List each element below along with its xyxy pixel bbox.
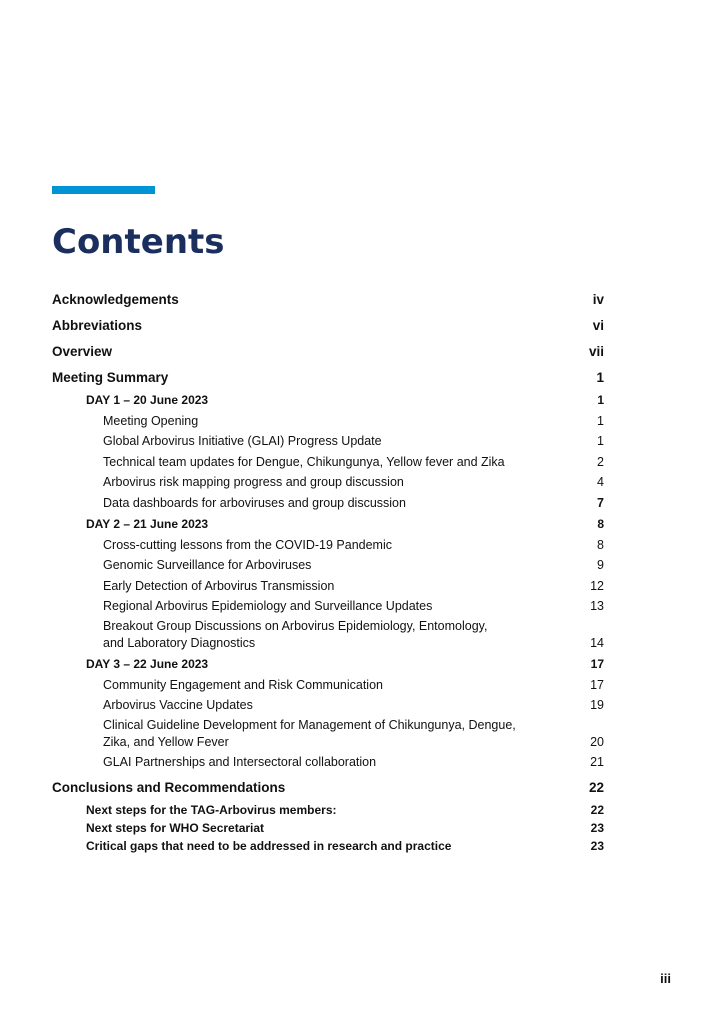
toc-entry-page: 8: [597, 538, 604, 552]
toc-entry-meeting-summary[interactable]: [52, 369, 604, 387]
toc-entry-label: Global Arbovirus Initiative (GLAI) Progress Update: [103, 434, 382, 448]
toc-entry-next-steps-who[interactable]: [52, 820, 604, 837]
toc-entry-page: 20: [590, 735, 604, 749]
toc-entry-page: vi: [592, 318, 604, 333]
toc-entry-label: Overview: [52, 344, 113, 359]
toc-entry-label: Arbovirus risk mapping progress and group discussion: [103, 475, 404, 489]
toc-entry-regional-updates[interactable]: [52, 598, 604, 615]
toc-entry-critical-gaps[interactable]: [52, 838, 604, 855]
toc-entry-page: 23: [590, 821, 604, 835]
toc-entry-genomic-surveillance[interactable]: [52, 557, 604, 574]
toc-entry-label: Technical team updates for Dengue, Chikungunya, Yellow fever and Zika: [103, 455, 505, 469]
page-title: Contents: [52, 222, 225, 262]
toc-entry-page: 1: [597, 434, 604, 448]
toc-entry-community-engagement[interactable]: [52, 677, 604, 694]
toc-entry-breakout-groups[interactable]: [52, 618, 604, 652]
toc-entry-label: GLAI Partnerships and Intersectoral collaboration: [103, 755, 377, 769]
toc-entry-glai-partnerships[interactable]: [52, 754, 604, 771]
toc-entry-glai-progress[interactable]: [52, 433, 604, 450]
toc-entry-label: Regional Arbovirus Epidemiology and Surveillance Updates: [103, 599, 433, 613]
page-number: iii: [660, 971, 671, 986]
toc-entry-page: iv: [592, 292, 604, 307]
title-accent-bar: [52, 186, 155, 194]
toc-entry-label: Cross-cutting lessons from the COVID-19 Pandemic: [103, 538, 392, 552]
toc-entry-label: Next steps for WHO Secretariat: [86, 821, 265, 835]
toc-entry-page: 2: [597, 455, 604, 469]
toc-entry-page: 8: [597, 517, 604, 531]
toc-entry-meeting-opening[interactable]: [52, 413, 604, 430]
toc-entry-vaccine-updates[interactable]: [52, 697, 604, 714]
toc-entry-label: Abbreviations: [52, 318, 143, 333]
toc-entry-page: 23: [590, 839, 604, 853]
toc-entry-conclusions[interactable]: [52, 779, 604, 797]
toc-entry-overview[interactable]: [52, 343, 604, 361]
toc-entry-page: 4: [597, 475, 604, 489]
toc-entry-next-steps-tag[interactable]: [52, 802, 604, 819]
toc-entry-page: 1: [597, 393, 604, 407]
toc-entry-covid-lessons[interactable]: [52, 537, 604, 554]
toc-entry-day2[interactable]: [52, 516, 604, 533]
toc-entry-label: Next steps for the TAG-Arbovirus members:: [86, 803, 337, 817]
toc-entry-label: DAY 2 – 21 June 2023: [86, 517, 209, 531]
toc-entry-label: Meeting Opening: [103, 414, 199, 428]
toc-entry-technical-team-updates[interactable]: [52, 454, 604, 471]
toc-entry-page: vii: [588, 344, 604, 359]
toc-entry-label: Acknowledgements: [52, 292, 179, 307]
toc-entry-clinical-guideline[interactable]: [52, 717, 604, 751]
toc-entry-risk-mapping[interactable]: [52, 474, 604, 491]
toc-entry-page: 17: [590, 657, 604, 671]
toc-entry-day3[interactable]: [52, 656, 604, 673]
toc-entry-label: Early Detection of Arbovirus Transmission: [103, 579, 335, 593]
toc-entry-page: 1: [596, 370, 604, 385]
toc-entry-label: Meeting Summary: [52, 370, 169, 385]
toc-entry-label: Conclusions and Recommendations: [52, 780, 286, 795]
toc-entry-label-continued: and Laboratory Diagnostics: [103, 636, 256, 650]
toc-entry-label: Breakout Group Discussions on Arbovirus Epidemiology, Entomology,: [103, 619, 488, 633]
toc-entry-label: Clinical Guideline Development for Management of Chikungunya, Dengue,: [103, 718, 516, 732]
toc-entry-page: 14: [590, 636, 604, 650]
toc-entry-page: 12: [590, 579, 604, 593]
toc-entry-page: 7: [597, 496, 604, 510]
toc-entry-label-continued: Zika, and Yellow Fever: [103, 735, 229, 749]
toc-entry-page: 1: [597, 414, 604, 428]
toc-entry-label: DAY 1 – 20 June 2023: [86, 393, 209, 407]
toc-entry-label: Arbovirus Vaccine Updates: [103, 698, 253, 712]
toc-entry-abbreviations[interactable]: [52, 317, 604, 335]
toc-entry-page: 22: [590, 803, 604, 817]
toc-entry-label: Genomic Surveillance for Arboviruses: [103, 558, 312, 572]
toc-entry-page: 17: [590, 678, 604, 692]
toc-entry-acknowledgements[interactable]: [52, 291, 604, 309]
toc-entry-label: Community Engagement and Risk Communication: [103, 678, 383, 692]
toc-entry-data-dashboards[interactable]: [52, 495, 604, 512]
toc-entry-label: Critical gaps that need to be addressed in research and practice: [86, 839, 452, 853]
toc-entry-page: 22: [588, 780, 604, 795]
toc-entry-page: 19: [590, 698, 604, 712]
toc-entry-early-detection[interactable]: [52, 578, 604, 595]
toc-entry-page: 13: [590, 599, 604, 613]
toc-entry-label: DAY 3 – 22 June 2023: [86, 657, 209, 671]
toc-entry-label: Data dashboards for arboviruses and group discussion: [103, 496, 406, 510]
toc-entry-page: 21: [590, 755, 604, 769]
toc-entry-day1[interactable]: [52, 392, 604, 409]
toc-entry-page: 9: [597, 558, 604, 572]
